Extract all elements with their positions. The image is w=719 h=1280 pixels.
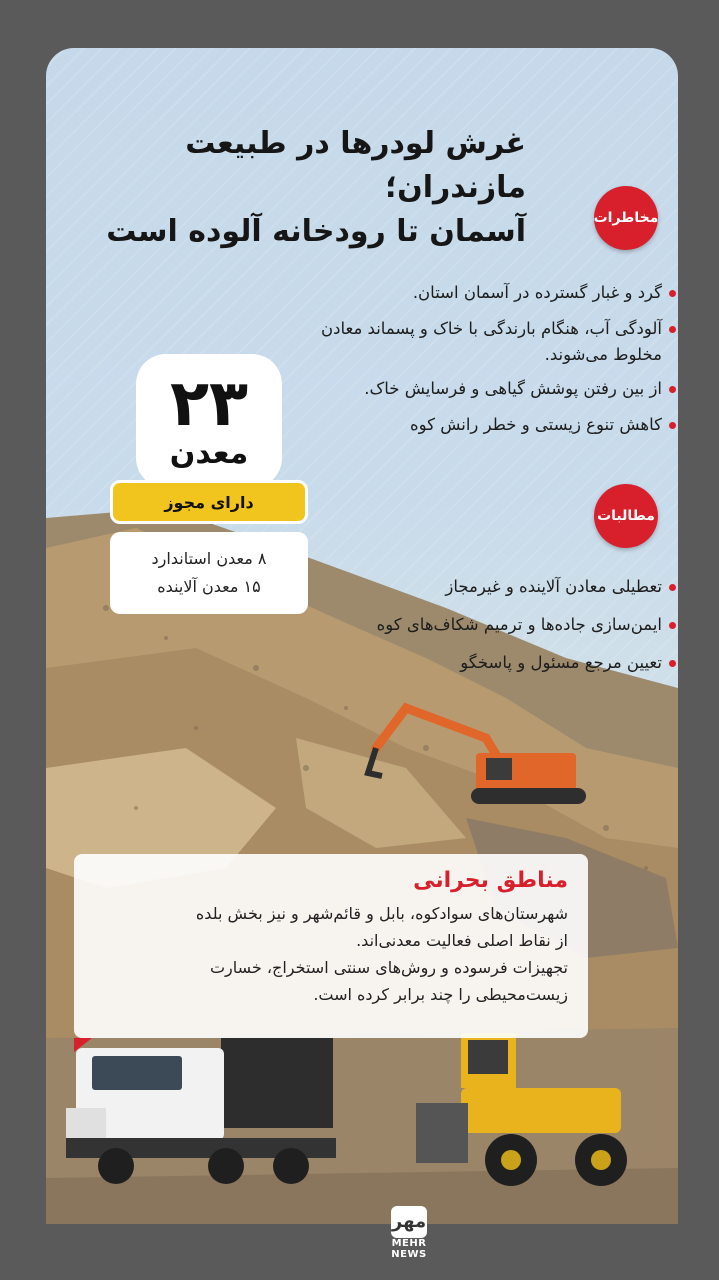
logo-word-news: NEWS (391, 1249, 427, 1260)
critical-zones-line: شهرستان‌های سوادکوه، بابل و قائم‌شهر و نیز بخش بلده (195, 904, 568, 923)
critical-zones-heading: مناطق بحرانی (413, 868, 568, 893)
demand-item: ایمن‌سازی جاده‌ها و ترمیم شکاف‌های کوه (316, 612, 676, 638)
title-line-1: غرش لودرها در طبیعت مازندران؛ (185, 126, 526, 205)
licensed-label: دارای مجوز (110, 480, 308, 524)
hazards-tag: مخاطرات (594, 186, 658, 250)
critical-zones-text (90, 900, 568, 1008)
critical-zones-line: از نقاط اصلی فعالیت معدنی‌اند. (356, 931, 568, 950)
demand-item: تعطیلی معادن آلاینده و غیرمجاز (316, 574, 676, 600)
critical-zones-line: تجهیزات فرسوده و روش‌های سنتی استخراج، خسارت (209, 958, 568, 977)
zones-flag-decoration (74, 1038, 92, 1052)
critical-zones-line: زیست‌محیطی را چند برابر کرده است. (313, 985, 568, 1004)
demand-item: تعیین مرجع مسئول و پاسخگو (316, 650, 676, 676)
polluting-mines: ۱۵ معدن آلاینده (157, 577, 261, 596)
title-line-2: آسمان تا رودخانه آلوده است (106, 214, 526, 249)
logo-word-mehr: MEHR (391, 1238, 427, 1249)
hazard-item: کاهش تنوع زیستی و خطر رانش کوه (296, 412, 676, 438)
logo-mark: مهر (391, 1206, 427, 1238)
hazard-item: از بین رفتن پوشش گیاهی و فرسایش خاک. (296, 376, 676, 402)
mines-count-number: ۲۳ (169, 367, 249, 441)
mines-count-badge (136, 354, 282, 488)
infographic-card (46, 48, 678, 1260)
hazard-item: گرد و غبار گسترده در آسمان استان. (296, 280, 676, 306)
mines-count-unit: معدن (169, 436, 249, 471)
page-title (86, 122, 526, 254)
standard-mines: ۸ معدن استاندارد (151, 549, 267, 568)
mehr-news-logo (381, 1206, 437, 1268)
mines-breakdown (110, 532, 308, 614)
demands-list (316, 574, 676, 688)
demands-tag: مطالبات (594, 484, 658, 548)
hazard-item: آلودگی آب، هنگام بارندگی با خاک و پسماند معادن مخلوط می‌شوند. (296, 316, 676, 368)
critical-zones-box (74, 854, 588, 1038)
hazards-list (296, 280, 676, 448)
